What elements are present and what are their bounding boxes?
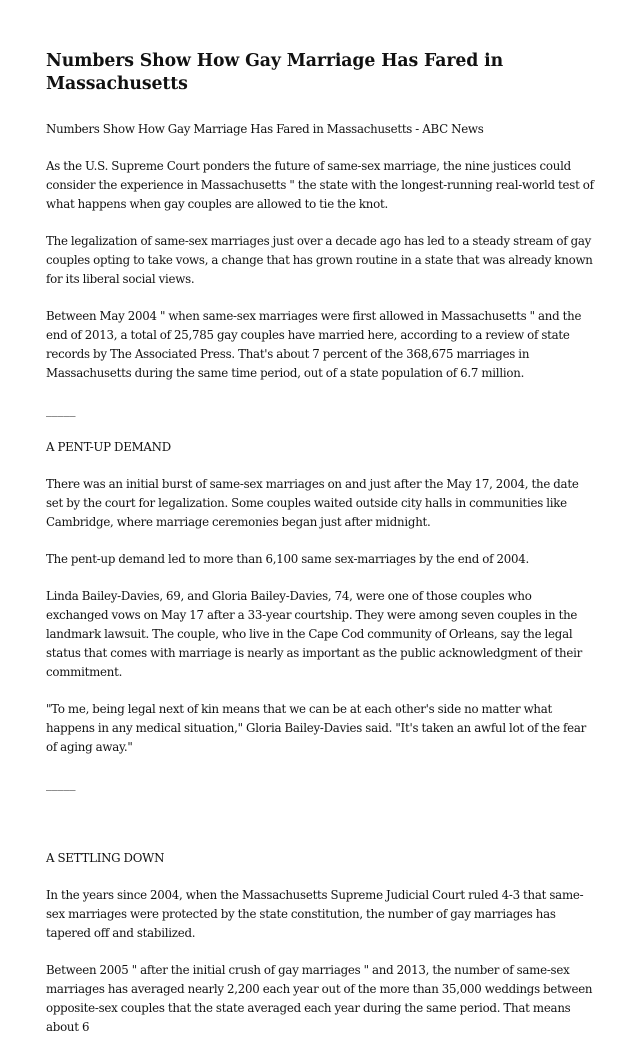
paragraph-pent-up-demand: The pent-up demand led to more than 6,100 same sex-marriages by the end of 2004. — [46, 552, 529, 566]
section-divider: _____ — [46, 403, 76, 417]
paragraph-initial-burst: There was an initial burst of same-sex marriages on and just after the May 17, 2004, the date set by the court for legalization. Some couples waited outside city halls in communities like Cambridge, where marriage ceremonies began just after midnight. — [46, 477, 579, 529]
paragraph-statistics: Between May 2004 " when same-sex marriages were first allowed in Massachusetts " and the end of 2013, a total of 25,785 gay couples have married here, according to a review of state records by The Associated Press. That's about 7 percent of the 368,675 marriages in Massachusetts during the same time period, out of a state population of 6.7 million. — [46, 309, 582, 380]
paragraph-supreme-court: As the U.S. Supreme Court ponders the future of same-sex marriage, the nine justices could consider the experience in Massachusetts " the state with the longest-running real-world test of what happens when gay couples are allowed to tie the knot. — [46, 159, 594, 211]
document-title: Numbers Show How Gay Marriage Has Fared in Massachusetts — [46, 51, 504, 94]
blank-space — [46, 812, 594, 849]
document-subtitle: Numbers Show How Gay Marriage Has Fared in Massachusetts - ABC News — [46, 122, 484, 136]
paragraph-bailey-davies: Linda Bailey-Davies, 69, and Gloria Bailey-Davies, 74, were one of those couples who exchanged vows on May 17 after a 33-year courtship. They were among seven couples in the landmark lawsuit. The couple, who live in the Cape Cod community of Orleans, say the legal status that comes with marriage is nearly as important as the public acknowledgment of their commitment. — [46, 589, 582, 679]
section-heading-settling-down: A SETTLING DOWN — [46, 851, 165, 865]
paragraph-quote: "To me, being legal next of kin means that we can be at each other's side no matter what happens in any medical situation," Gloria Bailey-Davies said. "It's taken an awful lot of the fear of aging away." — [46, 702, 587, 754]
paragraph-averages: Between 2005 " after the initial crush of gay marriages " and 2013, the number of same-sex marriages has averaged nearly 2,200 each year out of the more than 35,000 weddings between opposite-sex couples that the state averaged each year during the same period. That means about 6 — [46, 963, 593, 1034]
paragraph-legalization: The legalization of same-sex marriages just over a decade ago has led to a steady stream of gay couples opting to take vows, a change that has grown routine in a state that was already known for its liberal social views. — [46, 234, 593, 286]
section-divider: _____ — [46, 777, 76, 791]
paragraph-years-since: In the years since 2004, when the Massachusetts Supreme Judicial Court ruled 4-3 that same-sex marriages were protected by the state constitution, the number of gay marriages has tapered off and stabilized. — [46, 888, 584, 940]
section-heading-pent-up-demand: A PENT-UP DEMAND — [46, 440, 171, 454]
document-page — [46, 50, 594, 1055]
